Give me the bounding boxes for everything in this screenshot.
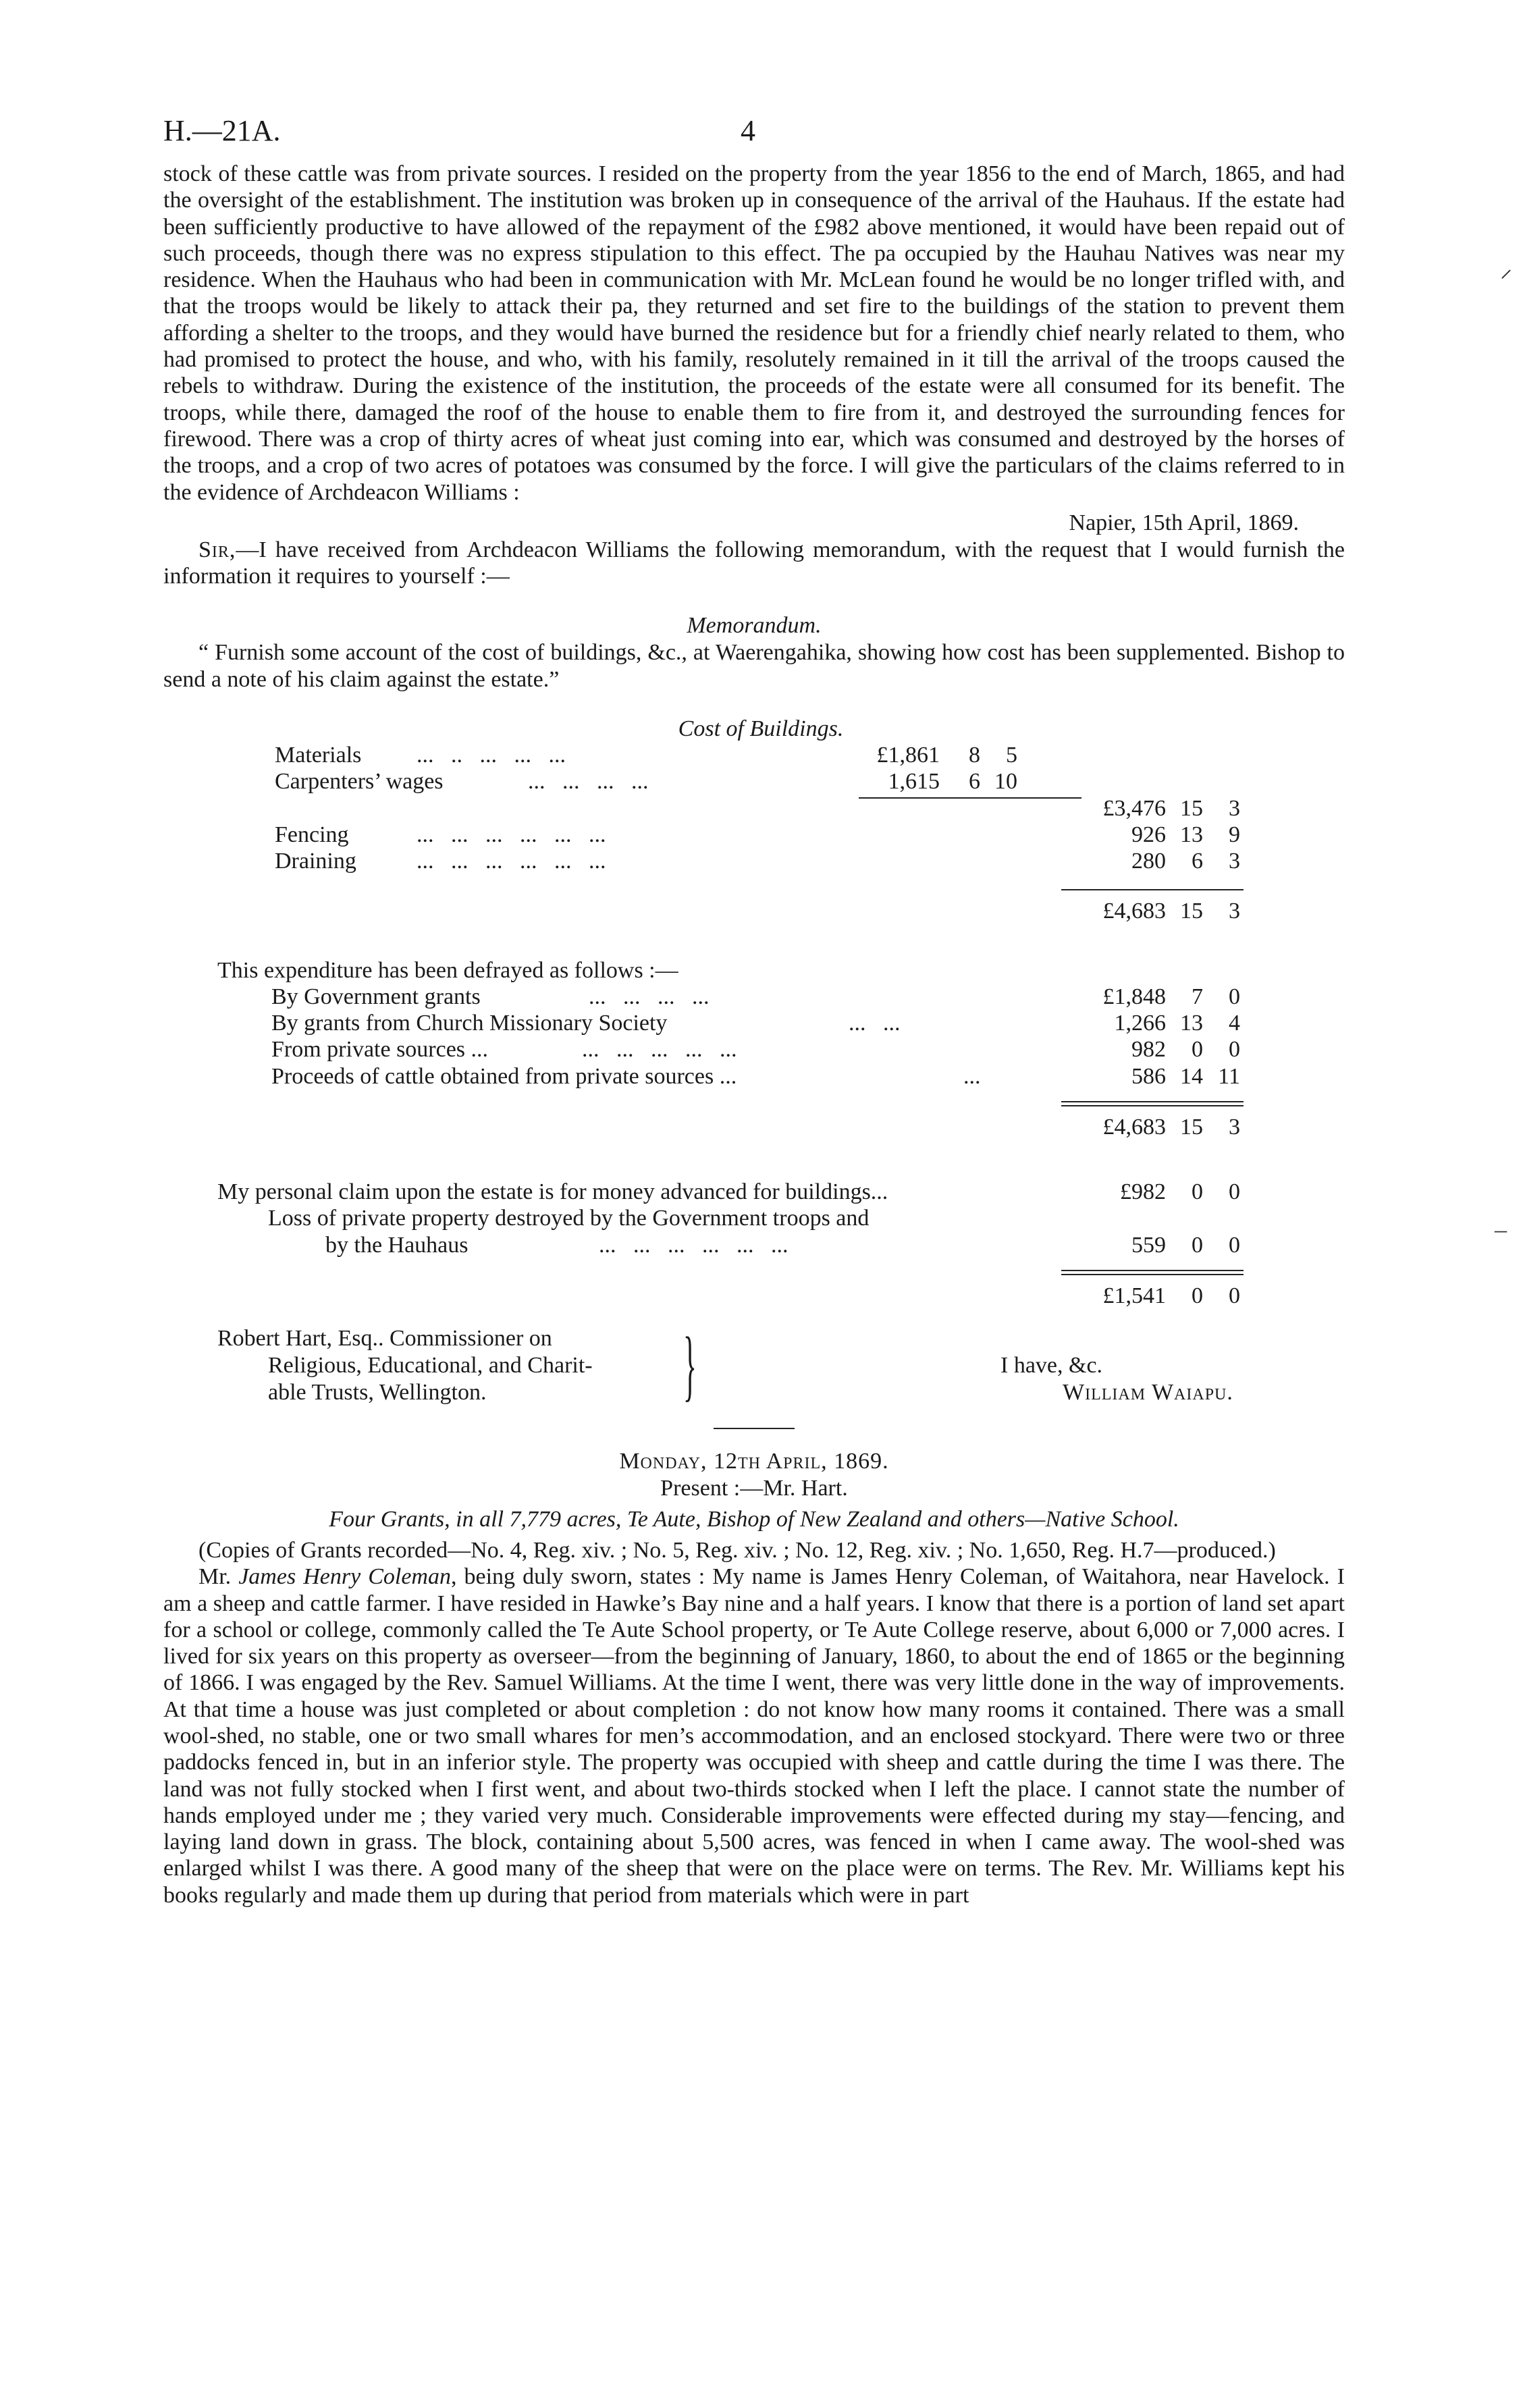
amount-pence: 3 (1229, 898, 1240, 924)
amount-pence: 3 (1229, 795, 1240, 821)
row-label: Draining (275, 849, 356, 874)
case-title: Four Grants, in all 7,779 acres, Te Aute, Bishop of New Zealand and others—Native School. (329, 1506, 1179, 1532)
amount-shillings: 15 (1180, 795, 1203, 821)
sum-rule (859, 797, 1081, 799)
table-total-row (163, 1259, 1345, 1313)
row-label: My personal claim upon the estate is for money advanced for buildings... (217, 1179, 888, 1205)
amount-shillings: 14 (1180, 1063, 1203, 1089)
witness-prefix: Mr. (198, 1564, 239, 1590)
document-page (163, 113, 1345, 1908)
amount-pounds: 280 (1131, 849, 1166, 874)
amount-shillings: 13 (1180, 1011, 1203, 1036)
amount-shillings: 7 (1192, 984, 1203, 1009)
row-label: by the Hauhaus (325, 1232, 469, 1258)
letter-dateline: Napier, 15th April, 1869. (1069, 510, 1299, 535)
document-reference: H.—21A. (163, 114, 281, 147)
leader-dots: ... ... ... ... ... ... (417, 849, 606, 874)
page-number: 4 (741, 114, 755, 147)
amount-pence: 0 (1229, 984, 1240, 1009)
amount-pence: 3 (1229, 849, 1240, 874)
addressee-line: Robert Hart, Esq.. Commissioner on (217, 1325, 552, 1351)
addressee (217, 1325, 593, 1406)
amount-pounds: 1,266 (1114, 1011, 1166, 1036)
amount-shillings: 13 (1180, 822, 1203, 847)
amount-pence: 0 (1229, 1232, 1240, 1258)
amount-pence: 5 (1006, 743, 1017, 768)
leader-dots: ... ... ... ... ... ... (417, 822, 606, 847)
table-row (163, 796, 1345, 822)
present-line: Present :—Mr. Hart. (660, 1475, 848, 1501)
salutation: Sir, (198, 537, 236, 562)
cost-table-title: Cost of Buildings. (678, 716, 844, 742)
amount-shillings: 0 (1192, 1179, 1203, 1205)
leader-dots: ... ... ... ... (589, 984, 710, 1009)
amount-shillings: 6 (969, 769, 980, 795)
table-row (163, 822, 1345, 849)
amount-pence: 9 (1229, 822, 1240, 847)
letter-signature-block (163, 1320, 1345, 1410)
testimony-paragraph (163, 1563, 1345, 1908)
addressee-line: Religious, Educational, and Charit- (268, 1352, 593, 1378)
amount-pounds: £1,848 (1102, 984, 1166, 1009)
leader-dots: ... ... ... ... ... (582, 1037, 737, 1063)
letter-opening-text: —I have received from Archdeacon Williams the following memorandum, with the request that I would furnish the information it requires to yourself :— (163, 537, 1345, 589)
row-label: By grants from Church Missionary Society (271, 1011, 668, 1036)
table-row (163, 1233, 1345, 1259)
amount-shillings: 0 (1192, 1283, 1203, 1308)
table-row (163, 849, 1345, 875)
brace-glyph: } (683, 1320, 697, 1409)
amount-pence: 4 (1229, 1011, 1240, 1036)
table-row (163, 769, 1345, 795)
defrayed-table (163, 958, 1345, 1144)
amount-pounds: 1,615 (888, 769, 940, 795)
amount-pounds: £4,683 (1102, 1115, 1166, 1140)
leader-dots: ... .. ... ... ... (417, 743, 566, 768)
table-row (163, 1206, 1345, 1232)
row-label: By Government grants (271, 984, 481, 1009)
table-row (163, 1064, 1345, 1090)
leader-dots: ... ... ... ... ... ... (599, 1232, 789, 1258)
amount-shillings: 15 (1180, 898, 1203, 924)
closing (1000, 1352, 1233, 1406)
defrayed-intro-text: This expenditure has been defrayed as follows :— (217, 957, 678, 983)
table-row (163, 1011, 1345, 1037)
amount-pounds: 926 (1131, 822, 1166, 847)
amount-pence: 10 (994, 769, 1017, 795)
sum-rule (1061, 889, 1244, 890)
amount-pounds: £3,476 (1102, 795, 1166, 821)
amount-shillings: 15 (1180, 1115, 1203, 1140)
table-row (163, 984, 1345, 1011)
row-label: Loss of private property destroyed by the Government troops and (268, 1206, 870, 1231)
amount-shillings: 6 (1192, 849, 1203, 874)
defrayed-intro (163, 958, 1345, 984)
session-date: Monday, 12th April, 1869. (619, 1448, 889, 1474)
memorandum-heading: Memorandum. (687, 613, 822, 639)
row-label: From private sources ... (271, 1037, 489, 1063)
testimony-text: , being duly sworn, states : My name is James Henry Coleman, of Waitahora, near Havelock. I am a sheep and cattle farmer. I have resided in Hawke’s Bay nine and a half years. I know that there is a portion of land set apart for a school or college, commonly called the Te Aute School property, or Te Aute College reserve, about 6,000 or 7,000 acres. I lived for six years on this property as overseer—from the beginning of January, 1860, to about the end of 1865 or the beginning of 1866. I was engaged by the Rev. Samuel Williams. At the time I went, there was very little done in the way of improvements. At that time a house was just completed or about completion : do not know how many rooms it contained. There was a small wool-shed, no stable, one or two small whares for men’s accommodation, and an enclosed stockyard. There were two or three paddocks fenced in, but in an inferior style. The property was occupied with sheep and cattle during the time I was there. The land was not fully stocked when I first went, and about two-thirds stocked when I left the place. I cannot state the number of hands employed under me ; they varied very much. Considerable improvements were effected during my stay—fencing, and laying land down in grass. The block, containing about 5,500 acres, was fenced in when I came away. The wool-shed was enlarged whilst I was there. A good many of the sheep that were on the place were on terms. The Rev. Mr. Williams kept his books regularly and made them up during that period from materials which were in part (163, 1564, 1345, 1908)
row-label: Fencing (275, 822, 349, 847)
copies-note: (Copies of Grants recorded—No. 4, Reg. xiv. ; No. 5, Reg. xiv. ; No. 12, Reg. xiv. ; No. 1,650, Reg. H.7—produced.) (198, 1537, 1276, 1563)
table-row (163, 1037, 1345, 1063)
letter-opening (163, 537, 1345, 590)
signature: William Waiapu. (1063, 1379, 1233, 1405)
amount-shillings: 0 (1192, 1232, 1203, 1258)
amount-pence: 0 (1229, 1283, 1240, 1308)
leader-dots: ... ... ... ... (528, 769, 649, 795)
amount-pounds: £1,541 (1102, 1283, 1166, 1308)
double-rule (1061, 1101, 1244, 1106)
row-label: Carpenters’ wages (275, 769, 444, 795)
amount-pence: 11 (1218, 1063, 1240, 1089)
amount-pence: 0 (1229, 1179, 1240, 1205)
amount-pounds: £1,861 (876, 743, 940, 768)
leader-dots: ... (963, 1063, 981, 1089)
amount-pence: 0 (1229, 1037, 1240, 1063)
amount-shillings: 8 (969, 743, 980, 768)
amount-pounds: 559 (1131, 1232, 1166, 1258)
addressee-line: able Trusts, Wellington. (268, 1379, 487, 1405)
witness-name: James Henry Coleman (238, 1564, 451, 1590)
row-label: Materials (275, 743, 362, 768)
closing-text: I have, &c. (1000, 1352, 1103, 1378)
page-header (163, 113, 1345, 161)
amount-pounds: 586 (1131, 1063, 1166, 1089)
table-total-row (163, 876, 1345, 928)
double-rule (1061, 1270, 1244, 1275)
table-row (163, 1179, 1345, 1206)
leader-dots: ... ... (849, 1011, 901, 1036)
amount-pounds: £982 (1120, 1179, 1166, 1205)
table-total-row (163, 1090, 1345, 1144)
table-row (163, 743, 1345, 769)
row-label: Proceeds of cattle obtained from private sources ... (271, 1063, 737, 1089)
memorandum-text: “ Furnish some account of the cost of buildings, &c., at Waerengahika, showing how cost has been supplemented. Bishop to send a note of his claim against the estate.” (163, 640, 1345, 692)
evidence-paragraph: stock of these cattle was from private sources. I resided on the property from the year 1856 to the end of March, 1865, and had the oversight of the establishment. The institution was broken up in consequence of the arrival of the Hauhaus. If the estate had been sufficiently productive to have allowed of the repayment of the £982 above mentioned, it would have been repaid out of such proceeds, though there was no express stipulation to this effect. The pa occupied by the Hauhau Natives was near my residence. When the Hauhaus who had been in communication with Mr. McLean found he would be no longer trifled with, and that the troops would be likely to attack their pa, they returned and set fire to the buildings of the station to prevent them affording a shelter to the troops, and they would have burned the residence but for a friendly chief nearly related to them, who had promised to protect the house, and who, with his family, resolutely remained in it till the arrival of the troops caused the rebels to withdraw. During the existence of the institution, the proceeds of the estate were all consumed for its benefit. The troops, while there, damaged the roof of the house to enable them to fire from it, and destroyed the surrounding fences for firewood. There was a crop of thirty acres of wheat just coming into ear, which was consumed and destroyed by the horses of the troops, and a crop of two acres of potatoes was consumed by the force. I will give the particulars of the claims referred to in the evidence of Archdeacon Williams : (163, 161, 1345, 505)
margin-mark-middle: – (1495, 1216, 1507, 1243)
amount-pence: 3 (1229, 1115, 1240, 1140)
amount-pounds: £4,683 (1102, 898, 1166, 924)
cost-table (163, 743, 1345, 928)
amount-shillings: 0 (1192, 1037, 1203, 1063)
amount-pounds: 982 (1131, 1037, 1166, 1063)
section-separator (714, 1428, 795, 1429)
margin-mark-top: ⸝ (1500, 255, 1512, 282)
claim-table (163, 1179, 1345, 1313)
